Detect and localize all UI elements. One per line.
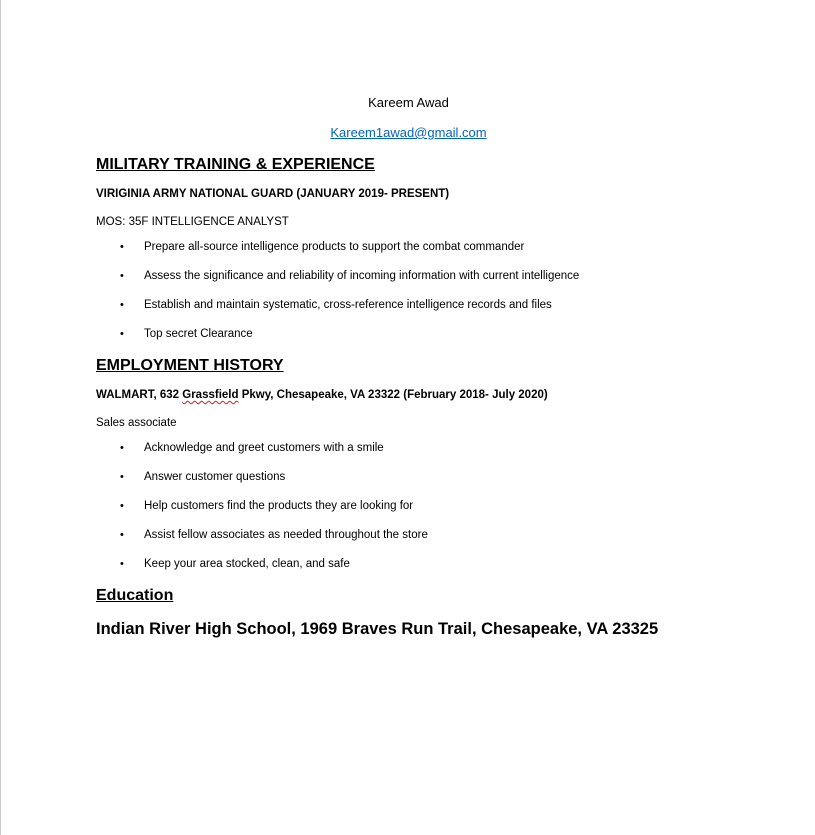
list-item — [96, 269, 776, 284]
list-item-text: Help customers find the products they are looking for — [144, 500, 414, 512]
military-job-title: VIRIGINIA ARMY NATIONAL GUARD (JANUARY 2019- PRESENT) — [96, 188, 450, 200]
bullet-icon: • — [120, 500, 124, 512]
email-link[interactable]: Kareem1awad@gmail.com — [330, 125, 487, 140]
list-item — [96, 240, 776, 255]
list-item — [96, 327, 776, 342]
list-item — [96, 557, 776, 572]
list-item-text: Keep your area stocked, clean, and safe — [144, 558, 350, 570]
list-item-text: Assess the significance and reliability of incoming information with current intelligence — [144, 270, 580, 282]
list-item — [96, 528, 776, 543]
bullet-icon: • — [120, 299, 124, 311]
job-title-prefix: WALMART, 632 — [96, 389, 183, 401]
military-role: MOS: 35F INTELLIGENCE ANALYST — [96, 216, 289, 228]
list-item-text: Acknowledge and greet customers with a smile — [144, 442, 384, 454]
bullet-icon: • — [120, 442, 124, 454]
employment-section-title: EMPLOYMENT HISTORY — [96, 357, 284, 374]
bullet-icon: • — [120, 241, 124, 253]
list-item — [96, 298, 776, 313]
bullet-icon: • — [120, 529, 124, 541]
resume-body — [96, 155, 776, 640]
list-item-text: Assist fellow associates as needed throughout the store — [144, 529, 428, 541]
military-section-title: MILITARY TRAINING & EXPERIENCE — [96, 156, 375, 173]
bullet-icon: • — [120, 558, 124, 570]
list-item — [96, 499, 776, 514]
list-item-text: Top secret Clearance — [144, 328, 253, 340]
bullet-icon: • — [120, 328, 124, 340]
candidate-name: Kareem Awad — [368, 95, 449, 110]
list-item-text: Prepare all-source intelligence products to support the combat commander — [144, 241, 525, 253]
employment-job-title — [96, 388, 776, 403]
job-title-suffix: Pkwy, Chesapeake, VA 23322 (February 2018- July 2020) — [238, 389, 548, 401]
list-item — [96, 441, 776, 456]
bullet-icon: • — [120, 471, 124, 483]
spellcheck-flagged-word[interactable]: Grassfield — [182, 389, 239, 401]
bullet-icon: • — [120, 270, 124, 282]
email-line — [1, 125, 815, 140]
employment-bullet-list — [96, 441, 776, 572]
list-item-text: Establish and maintain systematic, cross-reference intelligence records and files — [144, 299, 552, 311]
list-item-text: Answer customer questions — [144, 471, 286, 483]
list-item — [96, 470, 776, 485]
employment-role: Sales associate — [96, 417, 177, 429]
education-school: Indian River High School, 1969 Braves Run Trail, Chesapeake, VA 23325 — [96, 620, 659, 638]
education-section-title: Education — [96, 587, 174, 604]
military-bullet-list — [96, 240, 776, 342]
